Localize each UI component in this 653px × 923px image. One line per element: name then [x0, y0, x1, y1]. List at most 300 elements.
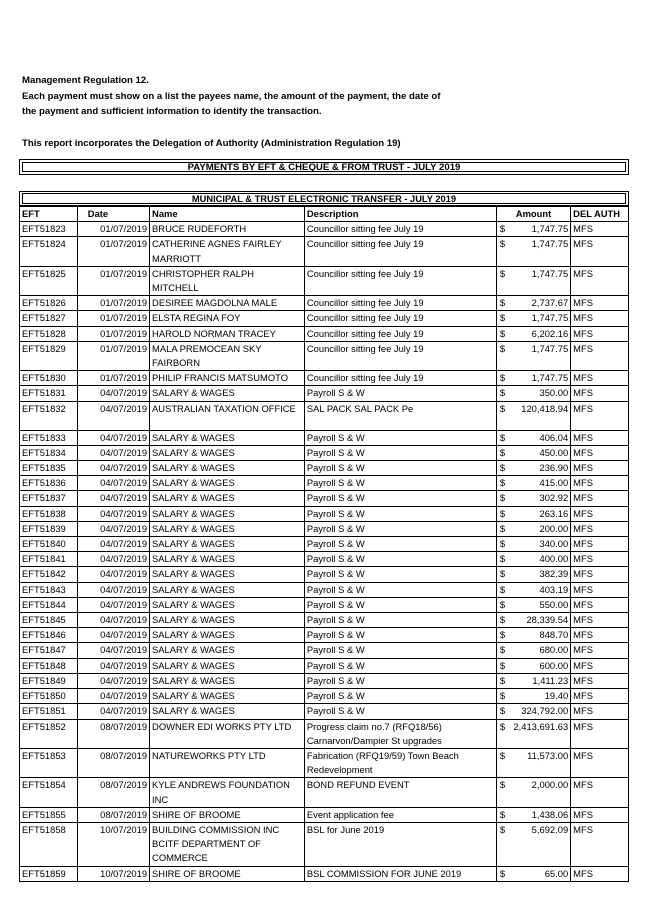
del-auth-cell: MFS: [571, 807, 629, 822]
eft-cell: EFT51853: [20, 748, 78, 777]
payee-name-cell: SALARY & WAGES: [150, 552, 305, 567]
payee-name-cell: SALARY & WAGES: [150, 613, 305, 628]
description-cell: Councillor sitting fee July 19: [304, 222, 496, 237]
amount-value: 11,573.00: [527, 749, 569, 761]
payee-name-cell: CATHERINE AGNES FAIRLEY MARRIOTT: [150, 237, 305, 266]
date-cell: 04/07/2019: [77, 430, 149, 445]
amount-value: 2,000.00: [531, 779, 569, 791]
currency-symbol: $: [499, 867, 506, 879]
eft-cell: EFT51852: [20, 719, 78, 748]
del-auth-cell: MFS: [571, 689, 629, 704]
payee-name-cell: SALARY & WAGES: [150, 658, 305, 673]
del-auth-cell: MFS: [571, 628, 629, 643]
table-row: [20, 778, 629, 807]
amount-cell: [496, 597, 570, 612]
eft-cell: EFT51833: [20, 430, 78, 445]
date-cell: 04/07/2019: [77, 552, 149, 567]
table-row: [20, 613, 629, 628]
currency-symbol: $: [499, 538, 506, 550]
amount-value: 1,747.75: [531, 312, 569, 324]
date-cell: 01/07/2019: [77, 371, 149, 386]
payee-name-cell: MALA PREMOCEAN SKY FAIRBORN: [150, 341, 305, 370]
amount-cell: [496, 521, 570, 536]
description-cell: Payroll S & W: [304, 491, 496, 506]
amount-cell: [496, 704, 570, 719]
eft-cell: EFT51839: [20, 521, 78, 536]
currency-symbol: $: [499, 598, 506, 610]
currency-symbol: $: [499, 705, 506, 717]
table-row: [20, 704, 629, 719]
amount-cell: [496, 778, 570, 807]
eft-cell: EFT51858: [20, 822, 78, 866]
table-row: [20, 567, 629, 582]
description-cell: BSL for June 2019: [304, 822, 496, 866]
description-cell: BSL COMMISSION FOR JUNE 2019: [304, 866, 496, 881]
eft-cell: EFT51837: [20, 491, 78, 506]
currency-symbol: $: [499, 553, 506, 565]
date-cell: 04/07/2019: [77, 461, 149, 476]
currency-symbol: $: [499, 629, 506, 641]
amount-value: 1,747.75: [531, 223, 569, 235]
currency-symbol: $: [499, 312, 506, 324]
date-cell: 04/07/2019: [77, 386, 149, 401]
eft-cell: EFT51831: [20, 386, 78, 401]
eft-cell: EFT51830: [20, 371, 78, 386]
amount-cell: [496, 461, 570, 476]
amount-value: 550.00: [539, 598, 569, 610]
eft-cell: EFT51829: [20, 341, 78, 370]
date-cell: 04/07/2019: [77, 597, 149, 612]
eft-cell: EFT51844: [20, 597, 78, 612]
delegation-note: This report incorporates the Delegation of Authority (Administration Regulation 19): [22, 137, 401, 149]
amount-value: 19.40: [544, 690, 569, 702]
payee-name-cell: SALARY & WAGES: [150, 506, 305, 521]
table-row: [20, 266, 629, 295]
table-row: [20, 371, 629, 386]
description-cell: Payroll S & W: [304, 658, 496, 673]
amount-cell: [496, 386, 570, 401]
payee-name-cell: SALARY & WAGES: [150, 643, 305, 658]
table-row: [20, 673, 629, 688]
description-cell: Councillor sitting fee July 19: [304, 266, 496, 295]
amount-cell: [496, 326, 570, 341]
description-cell: Councillor sitting fee July 19: [304, 311, 496, 326]
currency-symbol: $: [499, 674, 506, 686]
date-cell: 04/07/2019: [77, 704, 149, 719]
column-header-eft: EFT: [20, 207, 78, 222]
del-auth-cell: MFS: [571, 582, 629, 597]
payee-name-cell: PHILIP FRANCIS MATSUMOTO: [150, 371, 305, 386]
description-cell: Payroll S & W: [304, 506, 496, 521]
del-auth-cell: MFS: [571, 537, 629, 552]
amount-value: 350.00: [539, 387, 569, 399]
amount-value: 1,747.75: [531, 372, 569, 384]
del-auth-cell: MFS: [571, 597, 629, 612]
date-cell: 04/07/2019: [77, 673, 149, 688]
payee-name-cell: SALARY & WAGES: [150, 582, 305, 597]
amount-value: 2,413,691.63: [513, 720, 569, 732]
currency-symbol: $: [499, 720, 506, 732]
date-cell: 01/07/2019: [77, 296, 149, 311]
currency-symbol: $: [499, 372, 506, 384]
date-cell: 04/07/2019: [77, 445, 149, 460]
description-cell: Payroll S & W: [304, 537, 496, 552]
currency-symbol: $: [499, 477, 506, 489]
amount-value: 6,202.16: [531, 327, 569, 339]
eft-cell: EFT51846: [20, 628, 78, 643]
currency-symbol: $: [499, 644, 506, 656]
table-row: [20, 597, 629, 612]
amount-cell: [496, 866, 570, 881]
del-auth-cell: MFS: [571, 552, 629, 567]
amount-cell: [496, 582, 570, 597]
del-auth-cell: MFS: [571, 401, 629, 430]
currency-symbol: $: [499, 223, 506, 235]
description-cell: Councillor sitting fee July 19: [304, 371, 496, 386]
payee-name-cell: SALARY & WAGES: [150, 673, 305, 688]
amount-cell: [496, 266, 570, 295]
description-cell: Payroll S & W: [304, 613, 496, 628]
table-row: [20, 537, 629, 552]
eft-cell: EFT51847: [20, 643, 78, 658]
date-cell: 08/07/2019: [77, 748, 149, 777]
amount-cell: [496, 537, 570, 552]
currency-symbol: $: [499, 522, 506, 534]
del-auth-cell: MFS: [571, 476, 629, 491]
currency-symbol: $: [499, 823, 506, 835]
eft-cell: EFT51834: [20, 445, 78, 460]
currency-symbol: $: [499, 779, 506, 791]
currency-symbol: $: [499, 446, 506, 458]
currency-symbol: $: [499, 267, 506, 279]
eft-cell: EFT51823: [20, 222, 78, 237]
table-row: [20, 326, 629, 341]
column-header-amount: Amount: [496, 207, 570, 222]
description-cell: Payroll S & W: [304, 628, 496, 643]
description-cell: Progress claim no.7 (RFQ18/56) Carnarvon/Dampier St upgrades: [304, 719, 496, 748]
currency-symbol: $: [499, 507, 506, 519]
payee-name-cell: SALARY & WAGES: [150, 386, 305, 401]
amount-value: 403.19: [539, 583, 569, 595]
del-auth-cell: MFS: [571, 822, 629, 866]
payee-name-cell: AUSTRALIAN TAXATION OFFICE: [150, 401, 305, 430]
del-auth-cell: MFS: [571, 386, 629, 401]
payee-name-cell: SALARY & WAGES: [150, 628, 305, 643]
amount-cell: [496, 476, 570, 491]
description-cell: Payroll S & W: [304, 689, 496, 704]
amount-cell: [496, 613, 570, 628]
description-cell: Payroll S & W: [304, 582, 496, 597]
description-cell: Payroll S & W: [304, 552, 496, 567]
eft-cell: EFT51848: [20, 658, 78, 673]
del-auth-cell: MFS: [571, 673, 629, 688]
amount-value: 1,747.75: [531, 342, 569, 354]
regulation-text-line-1: Each payment must show on a list the payees name, the amount of the payment, the date of: [22, 90, 441, 102]
report-title-banner: [19, 159, 629, 175]
amount-value: 1,747.75: [531, 267, 569, 279]
description-cell: Event application fee: [304, 807, 496, 822]
date-cell: 01/07/2019: [77, 266, 149, 295]
table-row: [20, 222, 629, 237]
currency-symbol: $: [499, 342, 506, 354]
payee-name-cell: SALARY & WAGES: [150, 537, 305, 552]
section-title-banner: [19, 191, 629, 206]
date-cell: 01/07/2019: [77, 311, 149, 326]
payee-name-cell: HAROLD NORMAN TRACEY: [150, 326, 305, 341]
currency-symbol: $: [499, 462, 506, 474]
description-cell: Payroll S & W: [304, 386, 496, 401]
amount-value: 1,438.06: [531, 808, 569, 820]
table-row: [20, 311, 629, 326]
date-cell: 04/07/2019: [77, 537, 149, 552]
payee-name-cell: SALARY & WAGES: [150, 445, 305, 460]
currency-symbol: $: [499, 297, 506, 309]
amount-cell: [496, 567, 570, 582]
payee-name-cell: SHIRE OF BROOME: [150, 866, 305, 881]
amount-cell: [496, 430, 570, 445]
del-auth-cell: MFS: [571, 430, 629, 445]
regulation-text-line-2: the payment and sufficient information to identify the transaction.: [22, 106, 322, 117]
table-row: [20, 521, 629, 536]
amount-value: 382.39: [539, 568, 569, 580]
date-cell: 04/07/2019: [77, 401, 149, 430]
amount-value: 415.00: [539, 477, 569, 489]
del-auth-cell: MFS: [571, 341, 629, 370]
eft-cell: EFT51850: [20, 689, 78, 704]
payee-name-cell: SHIRE OF BROOME: [150, 807, 305, 822]
currency-symbol: $: [499, 431, 506, 443]
column-header-name: Name: [150, 207, 305, 222]
description-cell: BOND REFUND EVENT: [304, 778, 496, 807]
payee-name-cell: NATUREWORKS PTY LTD: [150, 748, 305, 777]
table-row: [20, 445, 629, 460]
amount-cell: [496, 552, 570, 567]
del-auth-cell: MFS: [571, 521, 629, 536]
table-row: [20, 506, 629, 521]
currency-symbol: $: [499, 238, 506, 250]
currency-symbol: $: [499, 659, 506, 671]
table-row: [20, 430, 629, 445]
table-row: [20, 719, 629, 748]
payments-table: [19, 206, 629, 882]
amount-cell: [496, 506, 570, 521]
description-cell: Payroll S & W: [304, 445, 496, 460]
amount-value: 848.70: [539, 629, 569, 641]
table-row: [20, 461, 629, 476]
amount-cell: [496, 296, 570, 311]
payee-name-cell: SALARY & WAGES: [150, 461, 305, 476]
eft-cell: EFT51840: [20, 537, 78, 552]
currency-symbol: $: [499, 749, 506, 761]
payee-name-cell: BUILDING COMMISSION INC BCITF DEPARTMENT OF COMMERCE: [150, 822, 305, 866]
eft-cell: EFT51851: [20, 704, 78, 719]
date-cell: 04/07/2019: [77, 643, 149, 658]
eft-cell: EFT51827: [20, 311, 78, 326]
table-row: [20, 401, 629, 430]
del-auth-cell: MFS: [571, 222, 629, 237]
description-cell: Payroll S & W: [304, 476, 496, 491]
currency-symbol: $: [499, 808, 506, 820]
date-cell: 08/07/2019: [77, 719, 149, 748]
amount-value: 28,339.54: [526, 614, 569, 626]
eft-cell: EFT51843: [20, 582, 78, 597]
amount-value: 5,692.09: [531, 823, 569, 835]
eft-cell: EFT51835: [20, 461, 78, 476]
amount-cell: [496, 341, 570, 370]
date-cell: 08/07/2019: [77, 807, 149, 822]
payee-name-cell: ELSTA REGINA FOY: [150, 311, 305, 326]
currency-symbol: $: [499, 614, 506, 626]
date-cell: 01/07/2019: [77, 341, 149, 370]
table-row: [20, 658, 629, 673]
table-row: [20, 866, 629, 881]
amount-value: 65.00: [544, 867, 569, 879]
payee-name-cell: SALARY & WAGES: [150, 476, 305, 491]
description-cell: Payroll S & W: [304, 597, 496, 612]
amount-cell: [496, 822, 570, 866]
date-cell: 10/07/2019: [77, 866, 149, 881]
currency-symbol: $: [499, 583, 506, 595]
del-auth-cell: MFS: [571, 748, 629, 777]
eft-cell: EFT51838: [20, 506, 78, 521]
table-header-row: [20, 207, 629, 222]
payee-name-cell: SALARY & WAGES: [150, 567, 305, 582]
column-header-description: Description: [304, 207, 496, 222]
table-row: [20, 748, 629, 777]
eft-cell: EFT51824: [20, 237, 78, 266]
del-auth-cell: MFS: [571, 778, 629, 807]
description-cell: Payroll S & W: [304, 673, 496, 688]
eft-cell: EFT51825: [20, 266, 78, 295]
amount-cell: [496, 401, 570, 430]
regulation-heading: Management Regulation 12.: [22, 75, 149, 86]
column-header-del-auth: DEL AUTH: [571, 207, 629, 222]
date-cell: 04/07/2019: [77, 582, 149, 597]
del-auth-cell: MFS: [571, 445, 629, 460]
eft-cell: EFT51854: [20, 778, 78, 807]
payee-name-cell: SALARY & WAGES: [150, 704, 305, 719]
del-auth-cell: MFS: [571, 719, 629, 748]
currency-symbol: $: [499, 690, 506, 702]
currency-symbol: $: [499, 568, 506, 580]
eft-cell: EFT51849: [20, 673, 78, 688]
table-row: [20, 689, 629, 704]
eft-cell: EFT51826: [20, 296, 78, 311]
table-row: [20, 552, 629, 567]
payee-name-cell: KYLE ANDREWS FOUNDATION INC: [150, 778, 305, 807]
amount-value: 406.04: [539, 431, 569, 443]
regulation-notice: [22, 73, 622, 151]
payee-name-cell: SALARY & WAGES: [150, 430, 305, 445]
description-cell: Councillor sitting fee July 19: [304, 326, 496, 341]
description-cell: Payroll S & W: [304, 430, 496, 445]
payee-name-cell: SALARY & WAGES: [150, 597, 305, 612]
del-auth-cell: MFS: [571, 237, 629, 266]
table-row: [20, 237, 629, 266]
date-cell: 04/07/2019: [77, 491, 149, 506]
date-cell: 04/07/2019: [77, 628, 149, 643]
date-cell: 04/07/2019: [77, 613, 149, 628]
date-cell: 04/07/2019: [77, 689, 149, 704]
table-row: [20, 628, 629, 643]
eft-cell: EFT51832: [20, 401, 78, 430]
del-auth-cell: MFS: [571, 704, 629, 719]
currency-symbol: $: [499, 387, 506, 399]
amount-value: 324,792.00: [521, 705, 569, 717]
payments-table-section: [19, 191, 629, 882]
eft-cell: EFT51859: [20, 866, 78, 881]
description-cell: Payroll S & W: [304, 567, 496, 582]
description-cell: Councillor sitting fee July 19: [304, 237, 496, 266]
del-auth-cell: MFS: [571, 643, 629, 658]
table-row: [20, 643, 629, 658]
table-row: [20, 807, 629, 822]
date-cell: 01/07/2019: [77, 326, 149, 341]
amount-value: 680.00: [539, 644, 569, 656]
del-auth-cell: MFS: [571, 326, 629, 341]
description-cell: Payroll S & W: [304, 521, 496, 536]
amount-cell: [496, 371, 570, 386]
amount-cell: [496, 311, 570, 326]
amount-cell: [496, 222, 570, 237]
del-auth-cell: MFS: [571, 658, 629, 673]
description-cell: Payroll S & W: [304, 643, 496, 658]
table-row: [20, 582, 629, 597]
amount-cell: [496, 658, 570, 673]
section-title: MUNICIPAL & TRUST ELECTRONIC TRANSFER - JULY 2019: [22, 193, 626, 204]
amount-cell: [496, 719, 570, 748]
payee-name-cell: SALARY & WAGES: [150, 689, 305, 704]
eft-cell: EFT51828: [20, 326, 78, 341]
date-cell: 01/07/2019: [77, 237, 149, 266]
currency-symbol: $: [499, 327, 506, 339]
amount-cell: [496, 445, 570, 460]
table-row: [20, 476, 629, 491]
eft-cell: EFT51845: [20, 613, 78, 628]
payee-name-cell: CHRISTOPHER RALPH MITCHELL: [150, 266, 305, 295]
payee-name-cell: BRUCE RUDEFORTH: [150, 222, 305, 237]
table-row: [20, 491, 629, 506]
amount-value: 1,747.75: [531, 238, 569, 250]
amount-cell: [496, 643, 570, 658]
del-auth-cell: MFS: [571, 613, 629, 628]
amount-value: 340.00: [539, 538, 569, 550]
date-cell: 04/07/2019: [77, 506, 149, 521]
date-cell: 04/07/2019: [77, 567, 149, 582]
eft-cell: EFT51855: [20, 807, 78, 822]
amount-value: 263.16: [539, 507, 569, 519]
amount-value: 450.00: [539, 446, 569, 458]
amount-value: 2,737.67: [531, 297, 569, 309]
column-header-date: Date: [77, 207, 149, 222]
del-auth-cell: MFS: [571, 506, 629, 521]
amount-cell: [496, 807, 570, 822]
eft-cell: EFT51842: [20, 567, 78, 582]
date-cell: 04/07/2019: [77, 521, 149, 536]
del-auth-cell: MFS: [571, 371, 629, 386]
description-cell: Councillor sitting fee July 19: [304, 341, 496, 370]
currency-symbol: $: [499, 402, 506, 414]
table-row: [20, 386, 629, 401]
payee-name-cell: DOWNER EDI WORKS PTY LTD: [150, 719, 305, 748]
amount-value: 200.00: [539, 522, 569, 534]
amount-value: 400.00: [539, 553, 569, 565]
date-cell: 08/07/2019: [77, 778, 149, 807]
del-auth-cell: MFS: [571, 311, 629, 326]
amount-cell: [496, 491, 570, 506]
amount-cell: [496, 237, 570, 266]
description-cell: Payroll S & W: [304, 461, 496, 476]
